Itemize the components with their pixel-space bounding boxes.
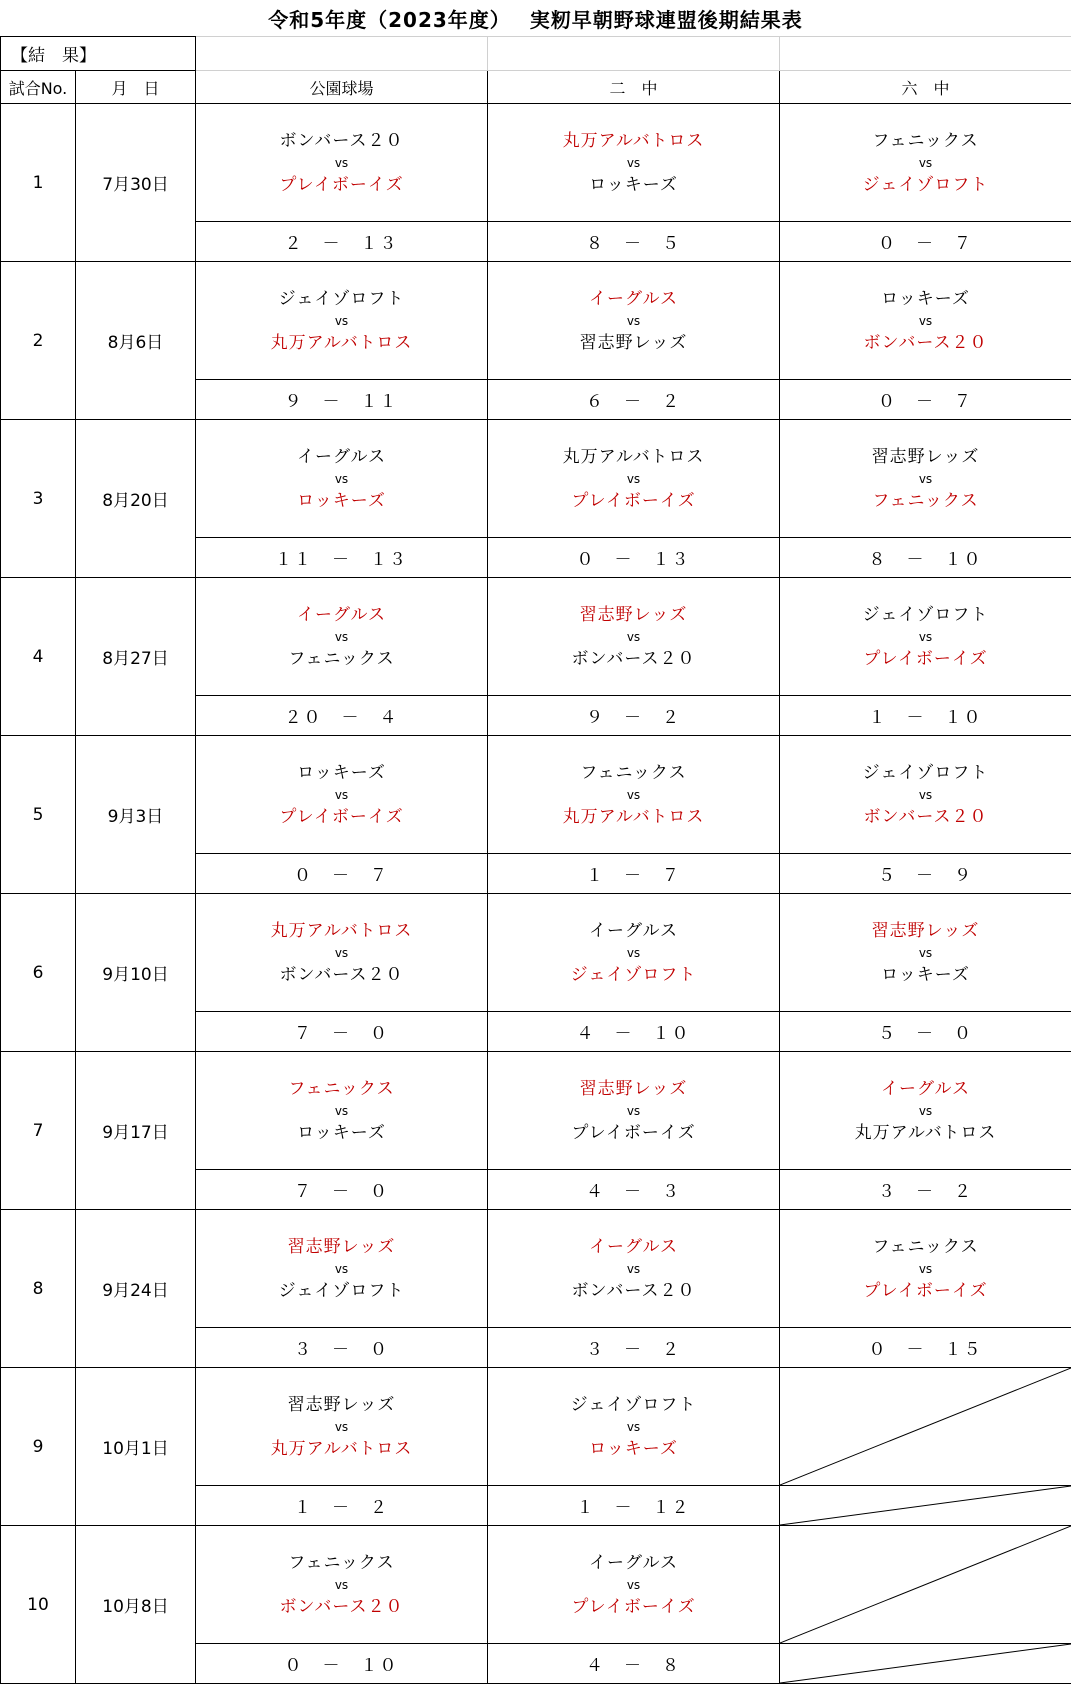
matchup-cell <box>780 104 1071 222</box>
diagonal-line <box>780 1368 1071 1485</box>
home-team: フェニックス <box>580 762 687 783</box>
matchup-cell <box>196 736 488 854</box>
match-row <box>1 1210 1071 1328</box>
away-team: プレイボーイズ <box>863 1280 988 1301</box>
score-cell: ４ － １０ <box>488 1012 780 1052</box>
vs-label: vs <box>334 1419 349 1434</box>
empty-slot <box>780 1644 1071 1684</box>
game-number: 3 <box>1 420 76 578</box>
home-team: 丸万アルバトロス <box>562 130 705 151</box>
vs-label: vs <box>626 1577 641 1592</box>
game-date: 9月3日 <box>76 736 196 894</box>
vs-label: vs <box>334 471 349 486</box>
match-row <box>1 578 1071 696</box>
header-row <box>1 71 1071 104</box>
match-row <box>1 1526 1071 1644</box>
header-date: 月 日 <box>76 71 196 104</box>
away-team: ボンバース２０ <box>571 1280 696 1301</box>
score-cell: ７ － ０ <box>196 1012 488 1052</box>
home-team: イーグルス <box>297 446 386 467</box>
home-team: ロッキーズ <box>297 762 386 783</box>
header-venue: 公園球場 <box>196 71 488 104</box>
game-number: 10 <box>1 1526 76 1684</box>
score-cell: ２ － １３ <box>196 222 488 262</box>
home-team: 習志野レッズ <box>871 446 980 467</box>
matchup-cell <box>196 104 488 222</box>
game-number: 6 <box>1 894 76 1052</box>
away-team: ロッキーズ <box>881 964 970 985</box>
home-team: フェニックス <box>872 1236 979 1257</box>
vs-label: vs <box>918 1261 933 1276</box>
away-team: 丸万アルバトロス <box>270 1438 413 1459</box>
home-team: イーグルス <box>881 1078 970 1099</box>
matchup-cell <box>780 420 1071 538</box>
matchup-cell <box>196 1210 488 1328</box>
home-team: 習志野レッズ <box>871 920 980 941</box>
score-cell: ０ － ７ <box>780 380 1071 420</box>
vs-label: vs <box>626 1419 641 1434</box>
away-team: ボンバース２０ <box>571 648 696 669</box>
vs-label: vs <box>334 313 349 328</box>
empty-slot <box>780 1526 1071 1644</box>
home-team: フェニックス <box>872 130 979 151</box>
away-team: プレイボーイズ <box>863 648 988 669</box>
header-game-no: 試合No. <box>1 71 76 104</box>
away-team: ボンバース２０ <box>863 806 988 827</box>
home-team: フェニックス <box>288 1552 395 1573</box>
matchup-cell <box>780 262 1071 380</box>
matchup-cell <box>488 1052 780 1170</box>
score-cell: ３ － ０ <box>196 1328 488 1368</box>
match-row <box>1 1368 1071 1486</box>
score-cell: ８ － ５ <box>488 222 780 262</box>
matchup-cell <box>196 1368 488 1486</box>
game-date: 9月24日 <box>76 1210 196 1368</box>
page-title: 令和5年度（2023年度） 実籾早朝野球連盟後期結果表 <box>268 8 803 32</box>
score-cell: ０ － ７ <box>196 854 488 894</box>
score-cell: ３ － ２ <box>780 1170 1071 1210</box>
game-date: 8月27日 <box>76 578 196 736</box>
match-row <box>1 894 1071 1012</box>
game-date: 10月8日 <box>76 1526 196 1684</box>
matchup-cell <box>488 1526 780 1644</box>
away-team: ロッキーズ <box>297 490 386 511</box>
matchup-cell <box>196 894 488 1012</box>
matchup-cell <box>196 420 488 538</box>
matchup-cell <box>488 578 780 696</box>
matchup-cell <box>780 894 1071 1012</box>
matchup-cell <box>488 1210 780 1328</box>
diagonal-line <box>780 1644 1071 1683</box>
match-row <box>1 420 1071 538</box>
home-team: イーグルス <box>589 288 678 309</box>
away-team: ジェイゾロフト <box>570 964 697 985</box>
away-team: 習志野レッズ <box>579 332 688 353</box>
game-date: 8月20日 <box>76 420 196 578</box>
home-team: 丸万アルバトロス <box>562 446 705 467</box>
away-team: フェニックス <box>872 490 979 511</box>
vs-label: vs <box>918 471 933 486</box>
vs-label: vs <box>334 155 349 170</box>
vs-label: vs <box>626 1261 641 1276</box>
match-row <box>1 1052 1071 1170</box>
game-number: 8 <box>1 1210 76 1368</box>
matchup-cell <box>488 894 780 1012</box>
diagonal-line <box>780 1526 1071 1643</box>
home-team: ボンバース２０ <box>279 130 404 151</box>
match-row <box>1 104 1071 222</box>
vs-label: vs <box>334 1103 349 1118</box>
home-team: イーグルス <box>589 1236 678 1257</box>
result-label: 【結 果】 <box>1 37 196 71</box>
score-cell: ４ － ８ <box>488 1644 780 1684</box>
game-date: 10月1日 <box>76 1368 196 1526</box>
home-team: フェニックス <box>288 1078 395 1099</box>
away-team: プレイボーイズ <box>279 806 404 827</box>
blank-cell <box>196 37 488 71</box>
home-team: 習志野レッズ <box>287 1394 396 1415</box>
vs-label: vs <box>334 945 349 960</box>
vs-label: vs <box>626 471 641 486</box>
score-cell: ２０ － ４ <box>196 696 488 736</box>
vs-label: vs <box>918 313 933 328</box>
away-team: ボンバース２０ <box>863 332 988 353</box>
home-team: イーグルス <box>589 1552 678 1573</box>
away-team: 丸万アルバトロス <box>270 332 413 353</box>
matchup-cell <box>488 104 780 222</box>
away-team: ボンバース２０ <box>279 964 404 985</box>
game-date: 8月6日 <box>76 262 196 420</box>
vs-label: vs <box>334 629 349 644</box>
diagonal-line <box>780 1486 1071 1525</box>
matchup-cell <box>488 420 780 538</box>
matchup-cell <box>196 1052 488 1170</box>
vs-label: vs <box>626 313 641 328</box>
score-cell: ０ － １３ <box>488 538 780 578</box>
home-team: ジェイゾロフト <box>862 604 989 625</box>
score-cell: ３ － ２ <box>488 1328 780 1368</box>
score-cell: １１ － １３ <box>196 538 488 578</box>
score-cell: ０ － １５ <box>780 1328 1071 1368</box>
away-team: ジェイゾロフト <box>862 174 989 195</box>
results-table <box>0 36 1071 1684</box>
matchup-cell <box>488 736 780 854</box>
matchup-cell <box>780 1210 1071 1328</box>
vs-label: vs <box>918 155 933 170</box>
matchup-cell <box>196 578 488 696</box>
result-label-row <box>1 37 1071 71</box>
game-date: 9月17日 <box>76 1052 196 1210</box>
away-team: ジェイゾロフト <box>278 1280 405 1301</box>
home-team: 丸万アルバトロス <box>270 920 413 941</box>
game-number: 5 <box>1 736 76 894</box>
vs-label: vs <box>626 945 641 960</box>
matchup-cell <box>780 736 1071 854</box>
match-row <box>1 736 1071 854</box>
home-team: 習志野レッズ <box>579 604 688 625</box>
empty-slot <box>780 1486 1071 1526</box>
empty-slot <box>780 1368 1071 1486</box>
vs-label: vs <box>918 629 933 644</box>
game-number: 2 <box>1 262 76 420</box>
game-number: 7 <box>1 1052 76 1210</box>
header-venue: 六 中 <box>780 71 1071 104</box>
away-team: プレイボーイズ <box>279 174 404 195</box>
home-team: ジェイゾロフト <box>570 1394 697 1415</box>
vs-label: vs <box>334 1577 349 1592</box>
score-cell: ０ － １０ <box>196 1644 488 1684</box>
vs-label: vs <box>626 1103 641 1118</box>
away-team: 丸万アルバトロス <box>562 806 705 827</box>
away-team: プレイボーイズ <box>571 490 696 511</box>
away-team: プレイボーイズ <box>571 1596 696 1617</box>
vs-label: vs <box>918 1103 933 1118</box>
header-venue: 二 中 <box>488 71 780 104</box>
home-team: 習志野レッズ <box>579 1078 688 1099</box>
home-team: ロッキーズ <box>881 288 970 309</box>
score-cell: ９ － ２ <box>488 696 780 736</box>
away-team: フェニックス <box>288 648 395 669</box>
matchup-cell <box>196 262 488 380</box>
away-team: ロッキーズ <box>589 174 678 195</box>
matchup-cell <box>780 578 1071 696</box>
game-number: 4 <box>1 578 76 736</box>
results-table-body <box>1 37 1071 1684</box>
home-team: ジェイゾロフト <box>862 762 989 783</box>
score-cell: １ － ７ <box>488 854 780 894</box>
away-team: 丸万アルバトロス <box>854 1122 997 1143</box>
home-team: イーグルス <box>589 920 678 941</box>
vs-label: vs <box>626 787 641 802</box>
home-team: 習志野レッズ <box>287 1236 396 1257</box>
away-team: ロッキーズ <box>297 1122 386 1143</box>
game-number: 9 <box>1 1368 76 1526</box>
score-cell: １ － １０ <box>780 696 1071 736</box>
vs-label: vs <box>334 1261 349 1276</box>
score-cell: ５ － ９ <box>780 854 1071 894</box>
matchup-cell <box>488 1368 780 1486</box>
away-team: プレイボーイズ <box>571 1122 696 1143</box>
game-date: 7月30日 <box>76 104 196 262</box>
vs-label: vs <box>626 155 641 170</box>
score-cell: ４ － ３ <box>488 1170 780 1210</box>
matchup-cell <box>488 262 780 380</box>
away-team: ボンバース２０ <box>279 1596 404 1617</box>
score-cell: ５ － ０ <box>780 1012 1071 1052</box>
blank-cell <box>488 37 780 71</box>
vs-label: vs <box>626 629 641 644</box>
game-number: 1 <box>1 104 76 262</box>
match-row <box>1 262 1071 380</box>
score-cell: ０ － ７ <box>780 222 1071 262</box>
score-cell: ７ － ０ <box>196 1170 488 1210</box>
matchup-cell <box>780 1052 1071 1170</box>
score-cell: １ － １２ <box>488 1486 780 1526</box>
score-cell: １ － ２ <box>196 1486 488 1526</box>
game-date: 9月10日 <box>76 894 196 1052</box>
home-team: イーグルス <box>297 604 386 625</box>
home-team: ジェイゾロフト <box>278 288 405 309</box>
vs-label: vs <box>334 787 349 802</box>
matchup-cell <box>196 1526 488 1644</box>
away-team: ロッキーズ <box>589 1438 678 1459</box>
score-cell: ６ － ２ <box>488 380 780 420</box>
score-cell: ８ － １０ <box>780 538 1071 578</box>
score-cell: ９ － １１ <box>196 380 488 420</box>
blank-cell <box>780 37 1071 71</box>
vs-label: vs <box>918 787 933 802</box>
vs-label: vs <box>918 945 933 960</box>
